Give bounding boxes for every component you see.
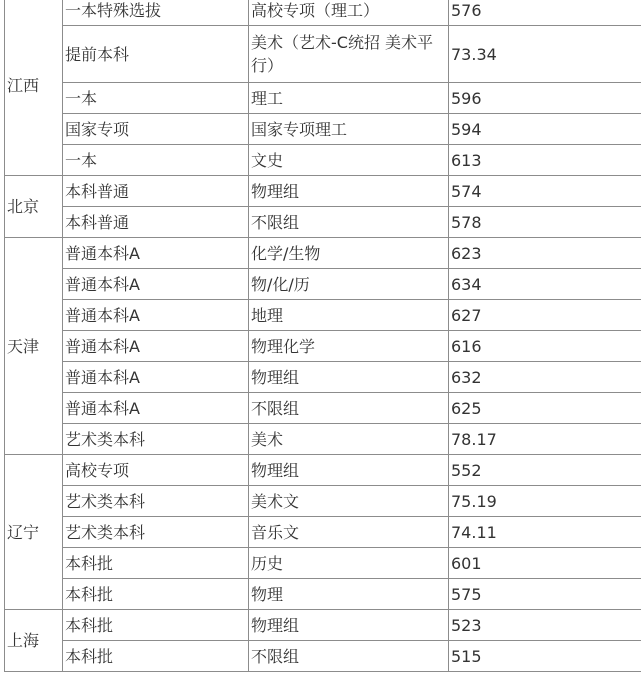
score-cell: 634 — [449, 269, 641, 300]
table-row — [5, 393, 641, 424]
type-cell: 不限组 — [249, 393, 449, 424]
score-cell: 632 — [449, 362, 641, 393]
batch-cell: 普通本科A — [63, 238, 249, 269]
table-row — [5, 641, 641, 672]
type-cell: 物理组 — [249, 610, 449, 641]
score-cell: 613 — [449, 145, 641, 176]
table-row — [5, 455, 641, 486]
table-row — [5, 238, 641, 269]
batch-cell: 本科批 — [63, 641, 249, 672]
type-cell: 物理组 — [249, 455, 449, 486]
batch-cell: 普通本科A — [63, 362, 249, 393]
score-cell: 627 — [449, 300, 641, 331]
type-cell: 国家专项理工 — [249, 114, 449, 145]
score-cell: 625 — [449, 393, 641, 424]
type-cell: 地理 — [249, 300, 449, 331]
batch-cell: 艺术类本科 — [63, 486, 249, 517]
batch-cell: 本科批 — [63, 579, 249, 610]
table-row — [5, 207, 641, 238]
batch-cell: 普通本科A — [63, 393, 249, 424]
batch-cell: 普通本科A — [63, 269, 249, 300]
score-cell: 575 — [449, 579, 641, 610]
score-table-body — [5, 0, 641, 672]
score-cell: 75.19 — [449, 486, 641, 517]
score-cell: 594 — [449, 114, 641, 145]
batch-cell: 国家专项 — [63, 114, 249, 145]
table-row — [5, 114, 641, 145]
table-row — [5, 548, 641, 579]
score-cell: 515 — [449, 641, 641, 672]
province-cell: 上海 — [5, 610, 63, 672]
province-cell: 天津 — [5, 238, 63, 455]
type-cell: 物理组 — [249, 176, 449, 207]
batch-cell: 一本 — [63, 145, 249, 176]
table-row — [5, 176, 641, 207]
batch-cell: 高校专项 — [63, 455, 249, 486]
type-cell: 理工 — [249, 83, 449, 114]
type-cell: 物理化学 — [249, 331, 449, 362]
score-cell: 576 — [449, 0, 641, 26]
type-cell: 化学/生物 — [249, 238, 449, 269]
table-row — [5, 517, 641, 548]
batch-cell: 艺术类本科 — [63, 424, 249, 455]
batch-cell: 本科批 — [63, 610, 249, 641]
table-row — [5, 83, 641, 114]
batch-cell: 艺术类本科 — [63, 517, 249, 548]
score-table-container — [4, 0, 641, 672]
score-cell: 578 — [449, 207, 641, 238]
score-cell: 552 — [449, 455, 641, 486]
table-row — [5, 26, 641, 83]
score-cell: 596 — [449, 83, 641, 114]
score-cell: 623 — [449, 238, 641, 269]
score-cell: 616 — [449, 331, 641, 362]
table-row — [5, 362, 641, 393]
type-cell: 不限组 — [249, 207, 449, 238]
type-cell: 音乐文 — [249, 517, 449, 548]
type-cell: 物理 — [249, 579, 449, 610]
type-cell: 物理组 — [249, 362, 449, 393]
type-cell: 美术文 — [249, 486, 449, 517]
batch-cell: 本科普通 — [63, 176, 249, 207]
score-cell: 73.34 — [449, 26, 641, 83]
score-cell: 574 — [449, 176, 641, 207]
table-row — [5, 331, 641, 362]
table-row — [5, 486, 641, 517]
type-cell: 美术（艺术-C统招 美术平行） — [249, 26, 449, 83]
score-cell: 78.17 — [449, 424, 641, 455]
score-cell: 601 — [449, 548, 641, 579]
province-cell: 辽宁 — [5, 455, 63, 610]
batch-cell: 一本 — [63, 83, 249, 114]
table-row — [5, 610, 641, 641]
table-row — [5, 0, 641, 26]
table-row — [5, 424, 641, 455]
score-cell: 74.11 — [449, 517, 641, 548]
table-row — [5, 269, 641, 300]
batch-cell: 普通本科A — [63, 331, 249, 362]
score-cell: 523 — [449, 610, 641, 641]
admission-score-table — [4, 0, 641, 672]
type-cell: 物/化/历 — [249, 269, 449, 300]
type-cell: 历史 — [249, 548, 449, 579]
batch-cell: 本科普通 — [63, 207, 249, 238]
table-row — [5, 145, 641, 176]
type-cell: 文史 — [249, 145, 449, 176]
batch-cell: 普通本科A — [63, 300, 249, 331]
type-cell: 不限组 — [249, 641, 449, 672]
table-row — [5, 579, 641, 610]
batch-cell: 本科批 — [63, 548, 249, 579]
province-cell: 北京 — [5, 176, 63, 238]
type-cell: 高校专项（理工） — [249, 0, 449, 26]
table-row — [5, 300, 641, 331]
province-cell: 江西 — [5, 0, 63, 176]
batch-cell: 提前本科 — [63, 26, 249, 83]
type-cell: 美术 — [249, 424, 449, 455]
batch-cell: 一本特殊选拔 — [63, 0, 249, 26]
